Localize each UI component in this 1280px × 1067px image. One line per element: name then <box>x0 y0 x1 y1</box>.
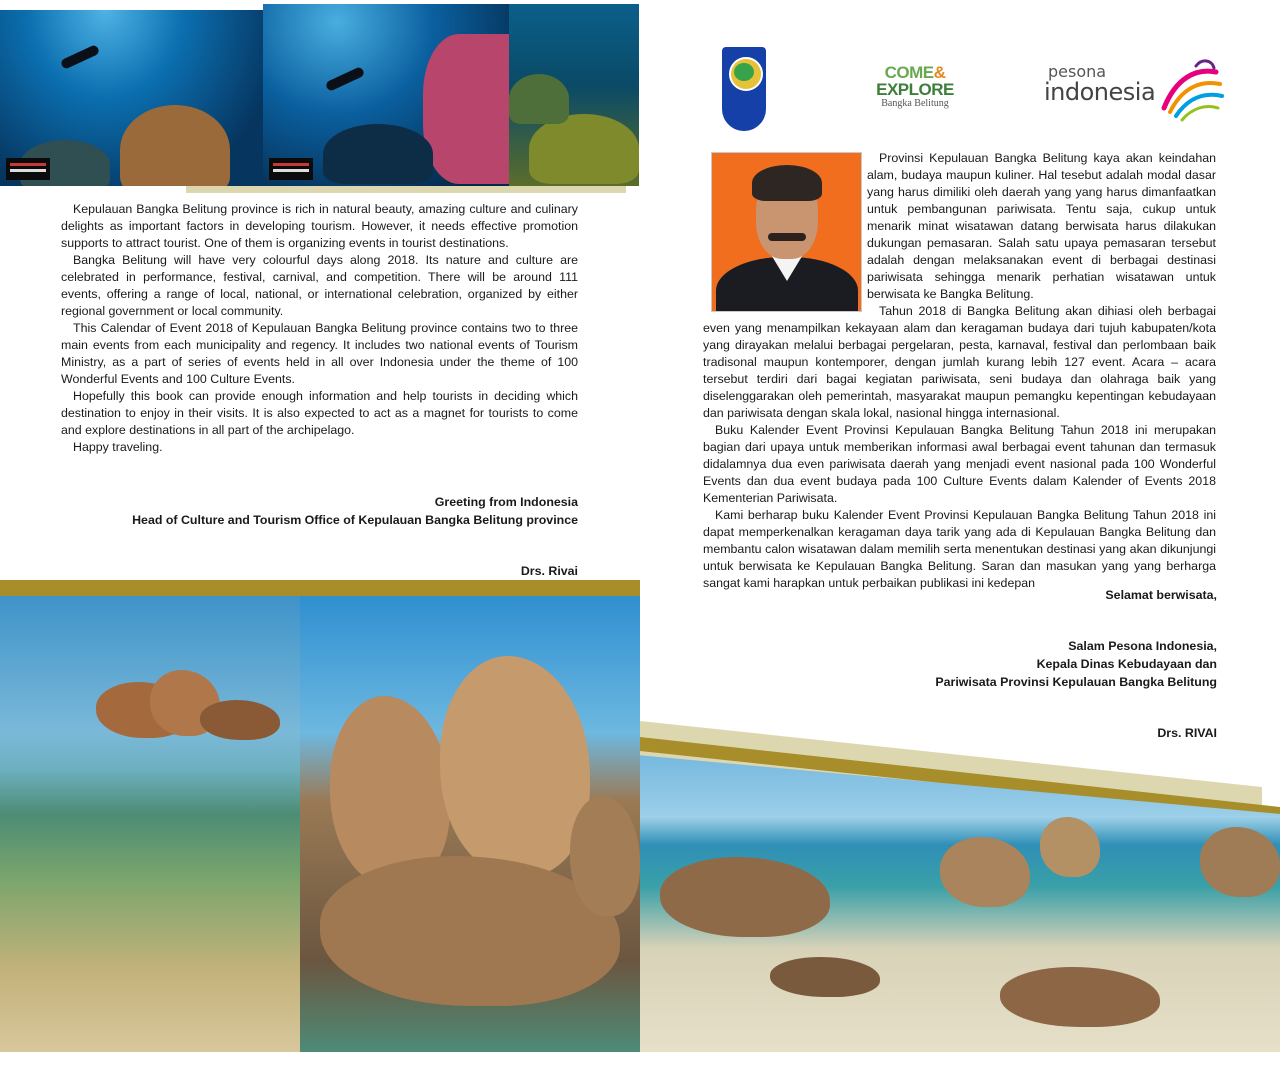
beach-photo-granite-boulders <box>300 596 640 1052</box>
province-emblem-icon <box>722 47 766 131</box>
paragraph: This Calendar of Event 2018 of Kepulauan Bangka Belitung province contains two to three main events from each municipality and regency. It includes two national events of Tourism Ministry, as a part of series of events held in all over Indonesia under the theme of 100 Wonderful Events and 100 Culture Events. <box>61 321 578 386</box>
underwater-photo-coral <box>509 4 639 186</box>
right-greeting: Salam Pesona Indonesia, <box>1068 639 1217 653</box>
underwater-photo-reef <box>263 4 509 186</box>
pesona-text: pesona <box>1048 62 1107 81</box>
come-explore-logo <box>874 64 956 110</box>
underwater-photo-diver <box>0 10 263 186</box>
paragraph: Provinsi Kepulauan Bangka Belitung kaya akan keindahan alam, budaya maupun kuliner. Hal tesebut adalah modal dasar yang harus dimiliki oleh daerah yang yang harus dimanfaatkan untuk pembangunan pariwisata. Tentu saja, cukup untuk menarik minat wisatawan datang berwisata harus dilakukan dukungan pemasaran. Salah satu upaya pemasaran tersebut adalah dengan melaksanakan event di berbagai destinasi pariwisata sehingga menarik perhatian wisatawan untuk berwisata ke Bangka Belitung. <box>867 151 1216 301</box>
left-position: Head of Culture and Tourism Office of Kepulauan Bangka Belitung province <box>132 513 578 527</box>
pesona-indonesia-logo <box>1044 62 1224 132</box>
paragraph: Tahun 2018 di Bangka Belitung akan dihiasi oleh berbagai even yang menampilkan kekayaan alam dan keragaman budaya dari tujuh kabupaten/kota yang dirayakan melalui berbagai pergelaran, pesta, karnaval, festival dan perlombaan baik tradisonal maupun kontemporer, dengan jumlah kurang lebih 127 event. Acara – acara tersebut terdiri dari bagai kegiatan pariwisata, seni budaya dan olahraga baik yang diselenggarakan oleh pemerintah, masyarakat maupun pemangku kepentingan kebudayaan dan pariwisata dengan skala lokal, nasional hingga internasional. <box>703 304 1216 420</box>
beach-photo-rock-island <box>0 596 300 1052</box>
left-signature: Drs. Rivai <box>520 564 578 578</box>
paragraph: Kepulauan Bangka Belitung province is rich in natural beauty, amazing culture and culinary delights as important factors in developing tourism. However, it needs effective promotion supports to attract tourist. One of them is organizing events in tourist destinations. <box>61 202 578 250</box>
paragraph: Kami berharap buku Kalender Event Provinsi Kepulauan Bangka Belitung Tahun 2018 ini dapat memperkenalkan keragaman daya tarik yang ada di Kepulauan Bangka Belitung dan membantu calon wisatawan dalam memilih serta menentukan destinasi yang akan dikunjungi untuk berwisata ke Kepulauan Bangka Belitung. Saran dan masukan yang yang berharga sangat kami harapkan untuk perbaikan publikasi ini kedepan <box>703 508 1216 590</box>
left-olive-bar <box>0 580 640 596</box>
ampersand-text: & <box>933 63 946 82</box>
left-body-text <box>61 201 578 456</box>
right-position-line2: Pariwisata Provinsi Kepulauan Bangka Belitung <box>935 675 1217 689</box>
right-closing: Selamat berwisata, <box>1105 588 1217 602</box>
paragraph: Hopefully this book can provide enough information and help tourists in deciding which destination to enjoy in their visits. It is also expected to act as a magnet for tourists to come and explore destinations in all part of the archipelago. <box>61 389 578 437</box>
paragraph: Bangka Belitung will have very colourful days along 2018. Its nature and culture are celebrated in performance, festival, carnival, and competition. There will be around 111 events, offering a range of local, national, or international celebration, organized by either regional government or local community. <box>61 253 578 318</box>
come-text: COME <box>884 63 934 82</box>
explore-text: EXPLORE <box>876 80 954 99</box>
indonesia-text: indonesia <box>1044 78 1156 106</box>
bangka-belitung-text: Bangka Belitung <box>881 98 949 109</box>
right-position-line1: Kepala Dinas Kebudayaan dan <box>1036 657 1217 671</box>
paragraph: Buku Kalender Event Provinsi Kepulauan Bangka Belitung Tahun 2018 ini merupakan bagian dari upaya untuk memberikan informasi awal berbagai event tahunan dan termasuk didalamnya dua even pariwisata daerah yang menjadi event nasional pada 100 Wonderful Events dan dua event budaya pada 100 Culture Events dalam Kalender of Events 2018 Kementerian Pariwisata. <box>703 423 1216 505</box>
garuda-swirl-icon <box>1156 58 1226 124</box>
paragraph: Happy traveling. <box>73 440 163 454</box>
right-body-text <box>703 150 1216 592</box>
left-greeting: Greeting from Indonesia <box>434 495 578 509</box>
right-signature: Drs. RIVAI <box>1157 726 1217 740</box>
